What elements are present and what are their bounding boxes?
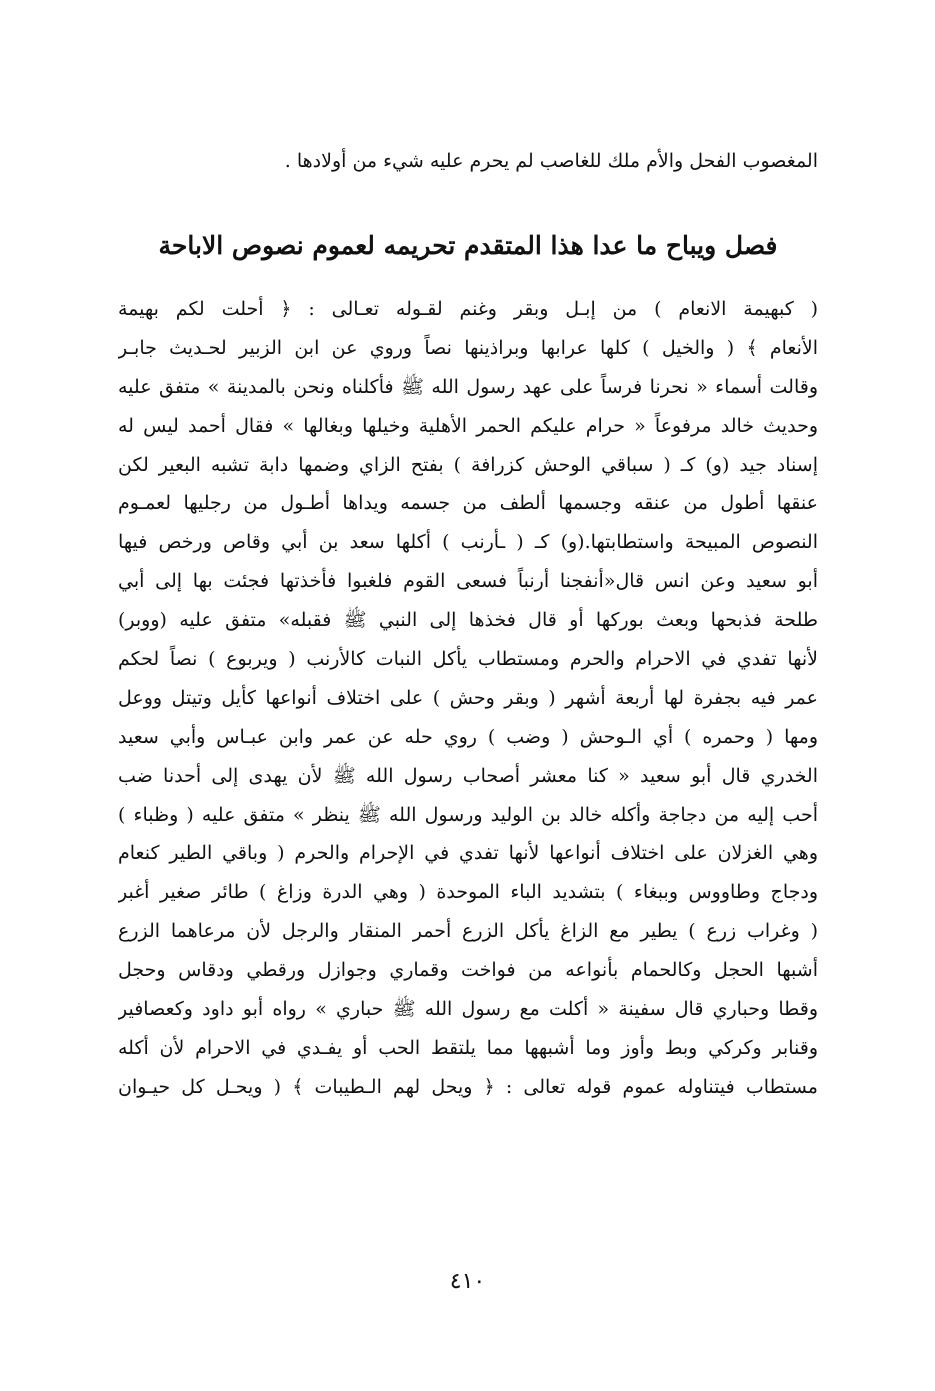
body-line: الخدري قال أبو سعيد « كنا معشر أصحاب رسول الله ﷺ لأن يهدى إلى أحدنا ضب: [118, 764, 818, 787]
body-line: أبو سعيد وعن انس قال«أنفجنا أرنباً فسعى القوم فلغبوا فأخذتها فجئت بها إلى أبي: [118, 570, 818, 593]
body-line: وقنابر وكركي وبط وأوز وما أشبهها مما يلتقط الحب أو يفـدي في الاحرام لأن أكله: [118, 1036, 818, 1059]
body-line: الأنعام ﴾ ( والخيل ) كلها عرابها وبراذينها نصاً وروي عن ابن الزبير لحـديث جابـر: [118, 336, 818, 359]
body-line: أشبها الحجل وكالحمام بأنواعه من فواخت وقماري وجوازل ورقطي ودقاس وحجل: [118, 959, 818, 982]
body-line: ( وغراب زرع ) يطير مع الزاغ يأكل الزرع أحمر المنقار والرجل لأن مرعاهما الزرع: [118, 920, 818, 943]
body-line: ومها ( وحمره ) أي الـوحش ( وضب ) روي حله عن عمر وابن عبـاس وأبي سعيد: [118, 725, 818, 748]
body-line: ودجاج وطاووس وببغاء ) بتشديد الباء الموحدة ( وهي الدرة وزاغ ) طائر صغير أغبر: [118, 881, 818, 904]
body-line: عمر فيه بجفرة لها أربعة أشهر ( وبقر وحش ) على اختلاف أنواعها كأيل وتيتل ووعل: [118, 686, 818, 709]
body-line: وقالت أسماء « نحرنا فرساً على عهد رسول الله ﷺ فأكلناه ونحن بالمدينة » متفق عليه: [118, 375, 818, 398]
body-line: لأنها تفدي في الاحرام والحرم ومستطاب يأكل النبات كالأرنب ( ويربوع ) نصاً لحكم: [118, 648, 818, 671]
page-number: ٤١٠: [449, 1269, 486, 1294]
body-line: طلحة فذبحها وبعث بوركها أو قال فخذها إلى النبي ﷺ فقبله» متفق عليه (ووبر): [118, 609, 818, 632]
body-text: [118, 290, 818, 1107]
intro-line: المغصوب الفحل والأم ملك للغاصب لم يحرم عليه شيء من أولادها .: [284, 150, 818, 172]
body-line: وهي الغزلان على اختلاف أنواعها لأنها تفدي في الإحرام والحرم ( وباقي الطير كنعام: [118, 842, 818, 865]
body-line: أحب إليه من دجاجة وأكله خالد بن الوليد ورسول الله ﷺ ينظر » متفق عليه ( وظباء ): [118, 803, 818, 826]
body-line: وحديث خالد مرفوعاً « حرام عليكم الحمر الأهلية وخيلها وبغالها » فقال أحمد ليس له: [118, 414, 818, 437]
body-line: النصوص المبيحة واستطابتها.(و) كـ ( ـأرنب ) أكلها سعد بن أبي وقاص ورخص فيها: [118, 531, 818, 554]
body-line: ( كبهيمة الانعام ) من إبـل وبقر وغنم لقـوله تعـالى : ﴿ أحلت لكم بهيمة: [118, 298, 818, 320]
body-line: عنقها أطول من عنقه وجسمها ألطف من جسمه ويداها أطـول من رجليها لعمـوم: [118, 492, 818, 515]
body-line: مستطاب فيتناوله عموم قوله تعالى : ﴿ ويحل لهم الـطيبات ﴾ ( ويحـل كل حيـوان: [118, 1075, 818, 1098]
section-heading: فصل ويباح ما عدا هذا المتقدم تحريمه لعموم نصوص الاباحة: [158, 231, 778, 260]
body-line: إسناد جيد (و) كـ ( سباقي الوحش كزرافة ) بفتح الزاي وضمها دابة تشبه البعير لكن: [118, 453, 818, 476]
intro-paragraph: [118, 142, 818, 181]
body-line: وقطا وحباري قال سفينة « أكلت مع رسول الله ﷺ حباري » رواه أبو داود وكعصافير: [118, 998, 818, 1021]
